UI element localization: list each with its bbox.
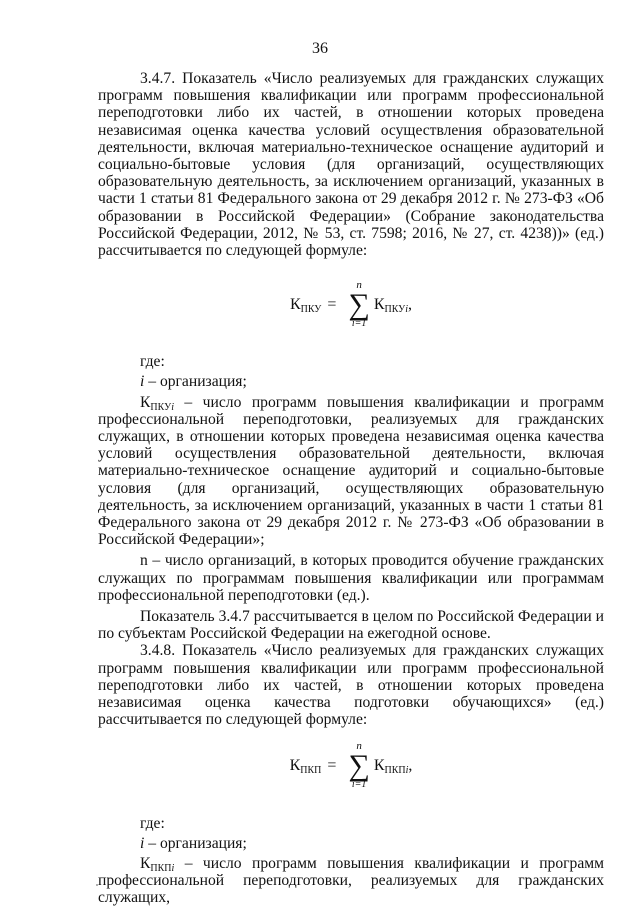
section-3-4-7-intro: 3.4.7. Показатель «Число реализуемых для гражданских служащих программ повышения квалификации или программ профессиональной переподготовки либо их частей, в отношении которых проведена независимая оценка качества условий осуществления образовательной деятельности, включая материально-техническое оснащение аудиторий и социально-бытовые условия (для организаций, осуществляющих образовательную деятельность, за исключением организаций, указанных в части 1 статьи 81 Федерального закона от 29 декабря 2012 г. № 273-ФЗ «Об образовании в Российской Федерации» (Собрание законодательства Российской Федерации, 2012, № 53, ст. 7598; 2016, № 27, ст. 4238))» (ед.) рассчитывается по следующей формуле: (98, 70, 604, 260)
definition-i: i – организация; (140, 834, 247, 852)
definition-kpkp: $К_{ПКПi}$ – число программ повышения квалификации и программ профессиональной переподготовки, реализуемых для гражданских служащих, (98, 854, 604, 907)
definition-kpku: $К_{ПКУi}$ – число программ повышения квалификации и программ профессиональной переподготовки, реализуемых для гражданских служащих, в отношении которых проведена независимая оценка качества условий осуществления образовательной деятельности, включая материально-техническое оснащение аудиторий и социально-бытовые условия (для организаций, осуществляющих образовательную деятельность, за исключением организаций, указанных в части 1 статьи 81 Федерального закона от 29 декабря 2012 г. № 273-ФЗ «Об образовании в Российской Федерации»; (98, 393, 604, 549)
definition-i: i – организация; (140, 373, 247, 391)
document-body (98, 70, 604, 907)
scan-speck (96, 884, 98, 886)
where-label: где: (140, 814, 165, 832)
formula-rhs: $К_{ПКПi}$, (373, 756, 413, 776)
formula-kpku (98, 269, 604, 339)
formula-rhs: $К_{ПКУi}$, (373, 295, 413, 315)
page-number: 36 (312, 40, 328, 57)
formula-equals: = (327, 756, 337, 774)
where-label: где: (140, 353, 165, 371)
formula-kpkp (98, 731, 604, 801)
formula-lhs: $К_{ПКП}$ (289, 756, 322, 776)
formula-lhs: $К_{ПКУ}$ (289, 295, 322, 315)
summation-sign: n ∑ i=1 (348, 740, 370, 790)
section-3-4-8-intro: 3.4.8. Показатель «Число реализуемых для гражданских служащих программ повышения квалификации или программ профессиональной переподготовки либо их частей, в отношении которых проведена независимая оценка качества подготовки обучающихся» (ед.) рассчитывается по следующей формуле: (98, 642, 604, 729)
calculation-note: Показатель 3.4.7 рассчитывается в целом по Российской Федерации и по субъектам Российской Федерации на ежегодной основе. (98, 608, 604, 643)
definition-n: n – число организаций, в которых проводится обучение гражданских служащих по программам повышения квалификации или программам профессиональной переподготовки (ед.). (98, 552, 604, 604)
summation-sign: n ∑ i=1 (348, 278, 370, 329)
formula-equals: = (327, 295, 337, 313)
